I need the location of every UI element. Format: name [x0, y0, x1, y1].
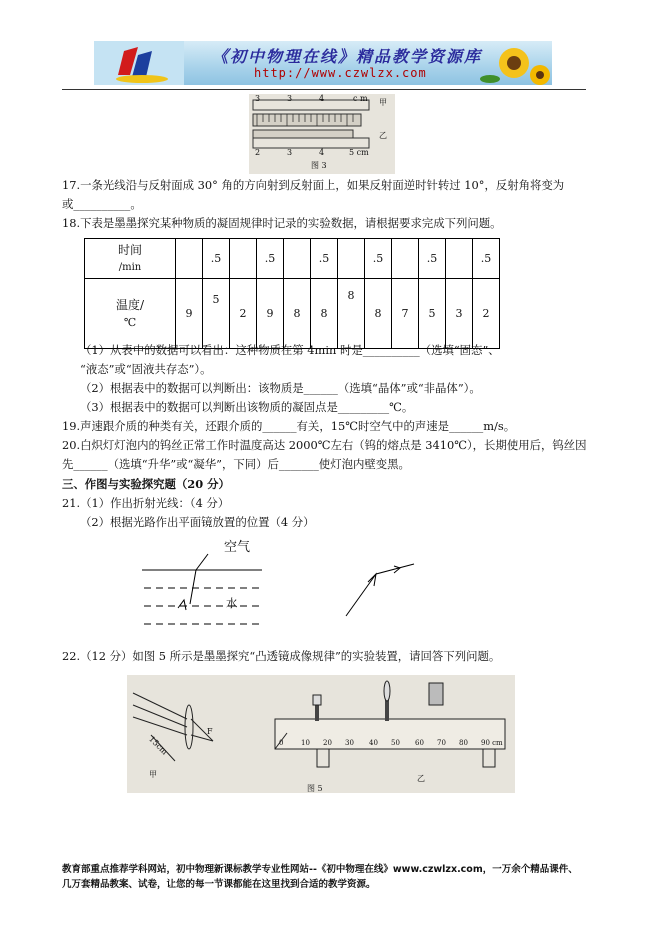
footer-line1: 教育部重点推荐学科网站，初中物理新课标教学专业性网站--《初中物理在线》www.czwlzx.com，一万余个精品课件、	[62, 864, 578, 875]
footer-line2: 几万套精品教案、试卷，让您的每一节课都能在这里找到合适的教学资源。	[62, 879, 376, 890]
ruler-tick: 0	[279, 739, 284, 747]
banner-title: 《初中物理在线》精品教学资源库	[212, 47, 483, 66]
table-cell: 9	[257, 279, 284, 349]
fig3-top-tick: 3	[255, 94, 261, 103]
fig3-bottom-tick: 5 cm	[349, 148, 369, 157]
figure-5-photo	[127, 675, 515, 793]
fig3-top-tick: c m	[353, 94, 368, 103]
q18-intro: 18.下表是墨墨探究某种物质的凝固规律时记录的实验数据，请根据要求完成下列问题。	[62, 216, 502, 230]
q20-line2: 先______（选填“升华”或“凝华”，下同）后_______使灯泡内壁变黑。	[62, 457, 410, 471]
q18-data-table	[84, 238, 500, 349]
table-cell: .5	[203, 239, 230, 279]
ruler-tick: 70	[437, 739, 446, 747]
q20-line1: 20.白炽灯灯泡内的钨丝正常工作时温度高达 2000℃左右（钨的熔点是 3410℃），长期使用后，钨丝因	[62, 438, 587, 452]
ruler-tick: 20	[323, 739, 332, 747]
fig3-top-tick: 4	[319, 94, 325, 103]
time-header: 时间 /min	[85, 239, 176, 279]
table-cell: 5	[203, 279, 230, 349]
table-cell	[446, 239, 473, 279]
table-cell: .5	[311, 239, 338, 279]
table-cell	[392, 239, 419, 279]
screen-icon	[429, 683, 443, 705]
ruler-tick: 80	[459, 739, 468, 747]
fig3-caption: 图 3	[311, 161, 327, 170]
q21-line2: （2）根据光路作出平面镜放置的位置（4 分）	[80, 515, 315, 529]
table-cell	[338, 239, 365, 279]
fig5-label-b: 乙	[417, 774, 425, 783]
mirror-diagram	[342, 560, 420, 620]
refraction-drawing	[138, 538, 278, 630]
fig3-bottom-tick: 4	[319, 148, 325, 157]
banner-url[interactable]: http://www.czwlzx.com	[254, 66, 427, 80]
table-cell: 7	[392, 279, 419, 349]
table-cell	[284, 239, 311, 279]
ruler-tick: 40	[369, 739, 378, 747]
table-cell: 9	[176, 279, 203, 349]
fig5-caption: 图 5	[307, 784, 323, 793]
page-footer	[62, 862, 578, 892]
refraction-diagram	[138, 538, 278, 630]
q21-line1: 21.（1）作出折射光线：（4 分）	[62, 496, 230, 510]
table-cell: 8	[284, 279, 311, 349]
q17-line1: 17.一条光线沿与反射面成 30° 角的方向射到反射面上，如果反射面逆时针转过 10°，反射角将变为	[62, 178, 565, 192]
mirror-drawing	[342, 560, 420, 620]
table-cell: .5	[473, 239, 500, 279]
table-cell: 2	[230, 279, 257, 349]
table-cell: 8	[311, 279, 338, 349]
fig3-top-tick: 3	[287, 94, 293, 103]
ruler-tick: 10	[301, 739, 310, 747]
table-cell: 8	[338, 279, 365, 349]
ruler-tick: 60	[415, 739, 424, 747]
water-label: 水	[226, 596, 238, 610]
fig3-label-a: 甲	[379, 98, 387, 107]
fig3-bottom-tick: 3	[287, 148, 293, 157]
air-label: 空气	[224, 540, 251, 555]
table-row-time	[85, 239, 500, 279]
arrow-icon	[178, 600, 186, 610]
fig3-label-b: 乙	[379, 131, 387, 140]
table-cell	[230, 239, 257, 279]
table-cell: 5	[419, 279, 446, 349]
q17-line2: 或__________。	[62, 197, 142, 211]
q18-sub2: （2）根据表中的数据可以判断出：该物质是______（选填“晶体”或“非晶体”）。	[80, 381, 481, 395]
q19-text: 19.声速跟介质的种类有关，还跟介质的______有关，15℃时空气中的声速是______m/s。	[62, 419, 516, 433]
q18-sub1-line1: （1）从表中的数据可以看出：这种物质在第 4min 时是__________（选填“固态”、	[80, 343, 500, 357]
table-cell: .5	[257, 239, 284, 279]
table-row-temperature	[85, 279, 500, 349]
figure-5-drawing	[127, 675, 515, 793]
table-cell: .5	[365, 239, 392, 279]
lens-icon	[384, 681, 390, 701]
fig5-label-a: 甲	[149, 770, 157, 779]
fig3-bottom-tick: 2	[255, 148, 261, 157]
table-cell: 3	[446, 279, 473, 349]
q18-sub1-line2: “液态”或“固液共存态”）。	[80, 362, 212, 376]
q18-sub3: （3）根据表中的数据可以判断出该物质的凝固点是_________℃。	[80, 400, 414, 414]
focal-length-label: 15cm	[147, 734, 170, 757]
ruler-tick: 90 cm	[481, 739, 503, 747]
ruler-tick: 30	[345, 739, 354, 747]
header-rule	[62, 89, 586, 90]
table-cell: 2	[473, 279, 500, 349]
temperature-header: 温度/ ℃	[85, 279, 176, 349]
table-cell: .5	[419, 239, 446, 279]
table-cell	[176, 239, 203, 279]
section-3-heading: 三、作图与实验探究题（20 分）	[62, 477, 230, 491]
ruler-tick: 50	[391, 739, 400, 747]
q22-line1: 22.（12 分）如图 5 所示是墨墨探究“凸透镜成像规律”的实验装置，请回答下列问题。	[62, 649, 501, 663]
table-cell: 8	[365, 279, 392, 349]
site-banner	[94, 41, 552, 85]
focal-point-label: F	[207, 727, 213, 736]
figure-3-caliper	[249, 94, 395, 174]
